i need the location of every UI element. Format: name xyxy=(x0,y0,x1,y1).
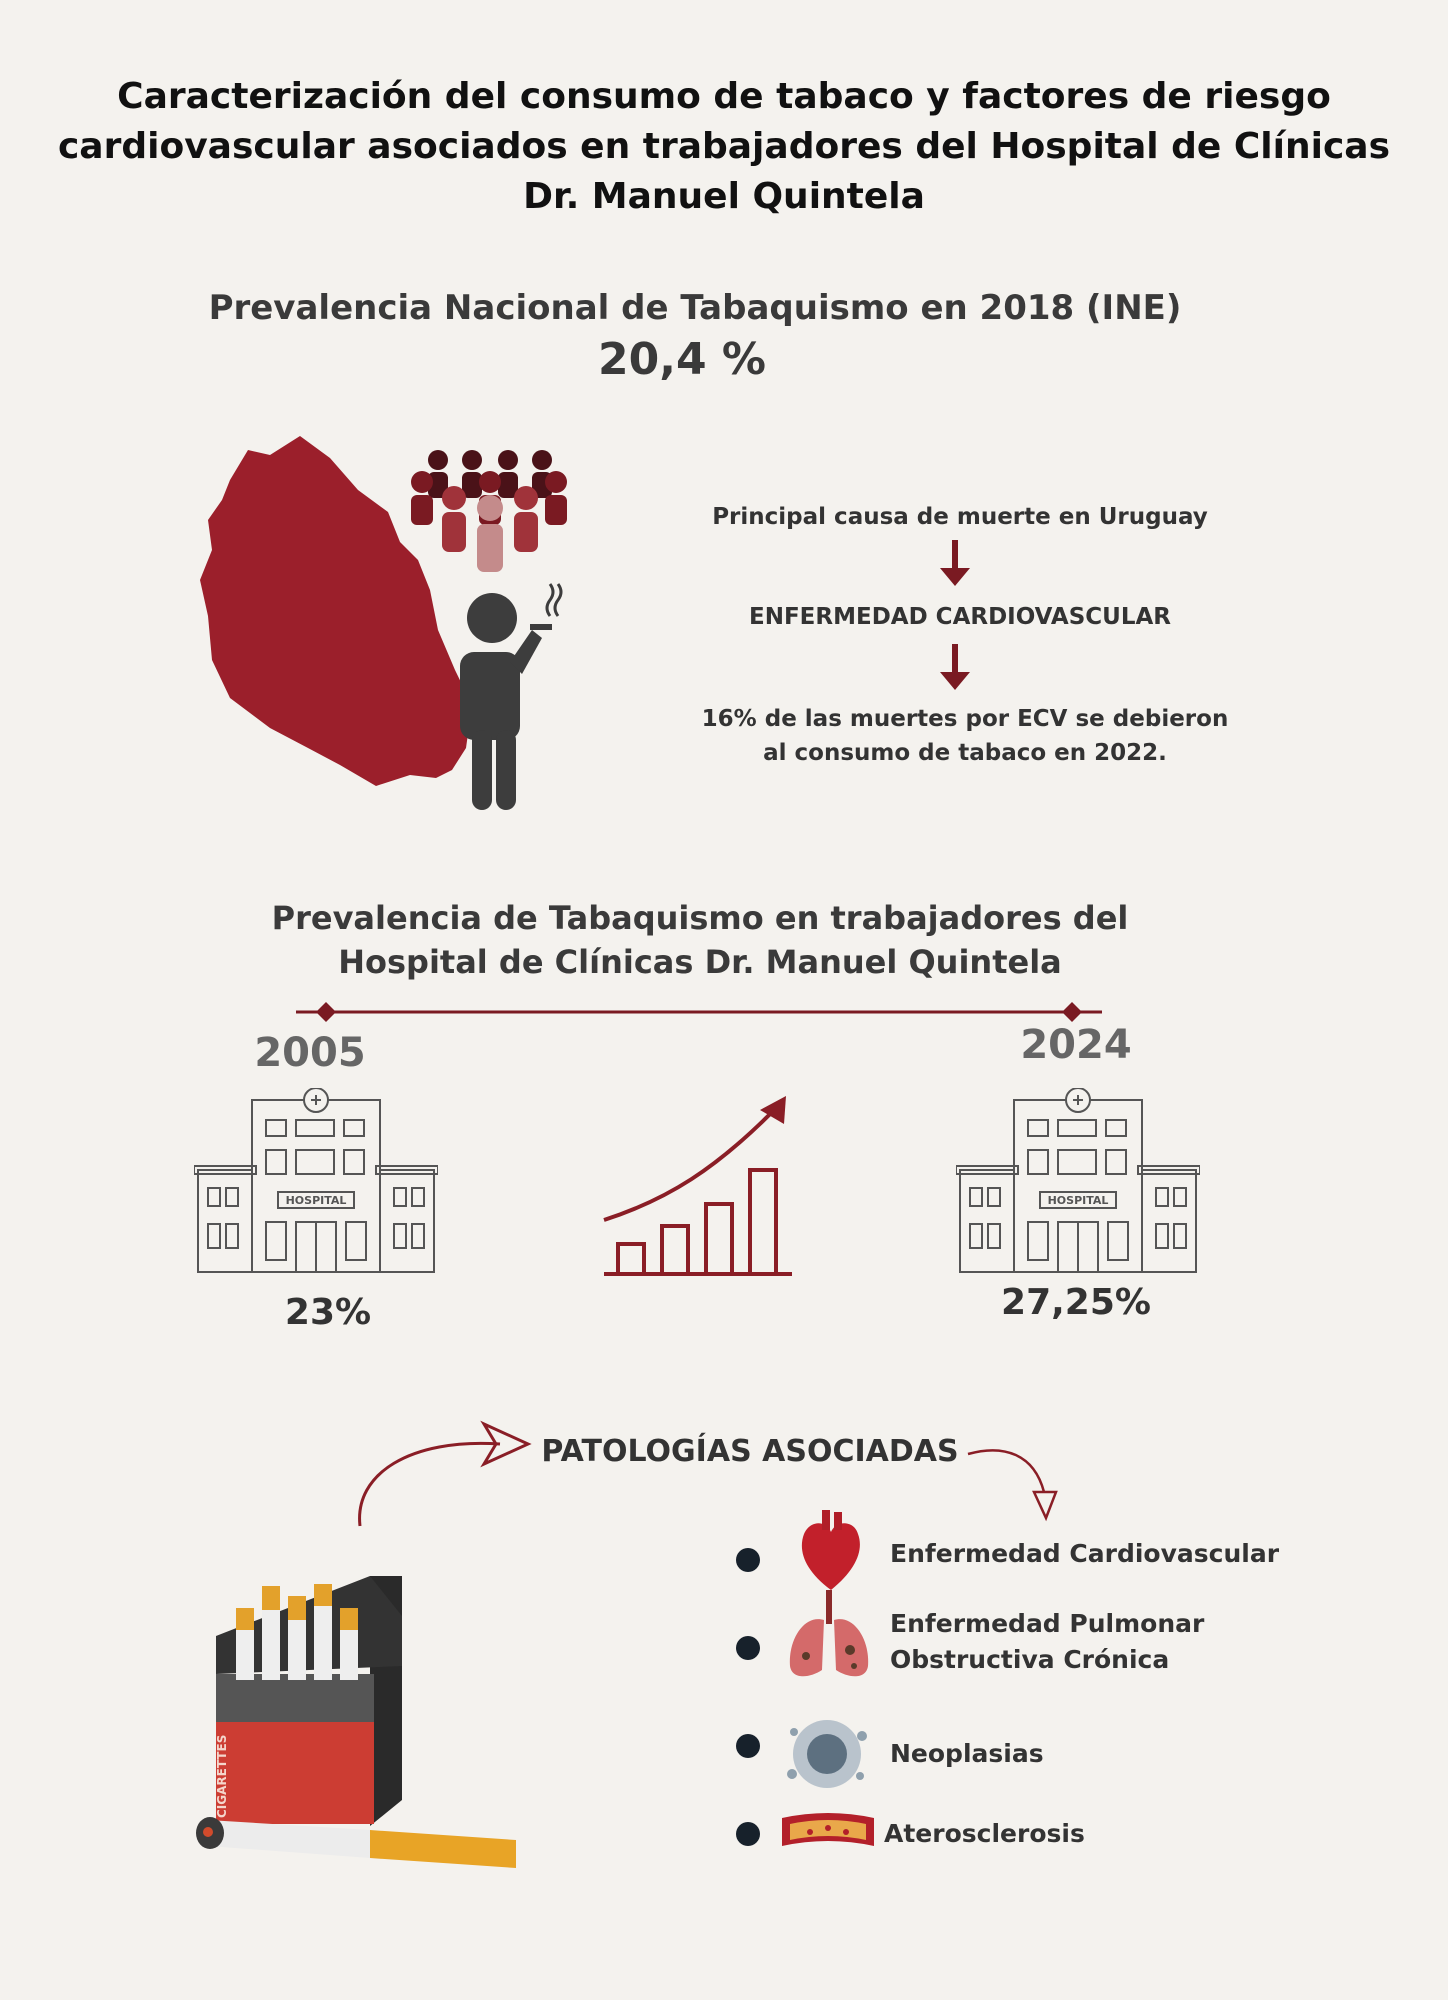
main-title: Caracterización del consumo de tabaco y factores de riesgo cardiovascular asociados en trabajadores del Hospital de Clínicas Dr. Manuel Quintela xyxy=(57,76,1391,217)
crowd-icon xyxy=(411,450,567,572)
end-year: 2024 xyxy=(1020,1022,1132,1068)
bullet-icon xyxy=(736,1636,760,1660)
pathology-item xyxy=(736,1722,1376,1782)
cigarette-icon xyxy=(196,1817,516,1868)
pathology-label: Enfermedad Pulmonar Obstructiva Crónica xyxy=(890,1609,1205,1674)
lungs-icon xyxy=(784,1590,874,1682)
start-value: 23% xyxy=(284,1292,372,1333)
timeline-marker-end xyxy=(1062,1002,1082,1022)
tumor-cell-icon xyxy=(780,1714,874,1794)
curved-arrow-left-icon xyxy=(350,1414,534,1532)
timeline-line xyxy=(290,998,1110,1026)
hospital-prevalence-heading: Prevalencia de Tabaquismo en trabajadores del Hospital de Clínicas Dr. Manuel Quintela xyxy=(271,899,1129,981)
pack-brand-text: CIGARETTES xyxy=(215,1734,229,1818)
hospital-sign-left: HOSPITAL xyxy=(285,1194,347,1207)
pathology-label: Enfermedad Cardiovascular xyxy=(890,1539,1280,1568)
timeline-marker-start xyxy=(316,1002,336,1022)
uruguay-map-illustration xyxy=(190,430,610,810)
cause-line-2: ENFERMEDAD CARDIOVASCULAR xyxy=(749,604,1171,630)
end-value: 27,25% xyxy=(1001,1282,1151,1323)
pathology-item xyxy=(736,1526,1376,1586)
national-prevalence-value: 20,4 % xyxy=(598,334,766,385)
bullet-icon xyxy=(736,1822,760,1846)
national-prevalence-heading: Prevalencia Nacional de Tabaquismo en 2018 (INE) xyxy=(208,288,1182,328)
cigarette-pack-illustration xyxy=(190,1556,530,1876)
pathology-label: Neoplasias xyxy=(890,1739,1044,1768)
cause-line-1: Principal causa de muerte en Uruguay xyxy=(712,504,1208,530)
pathology-item xyxy=(736,1808,1376,1868)
down-arrow-icon xyxy=(940,540,970,588)
cause-line-3: 16% de las muertes por ECV se debieron al consumo de tabaco en 2022. xyxy=(701,706,1229,766)
pathologies-heading: PATOLOGÍAS ASOCIADAS xyxy=(541,1434,959,1469)
heart-icon xyxy=(794,1510,868,1592)
smoker-icon xyxy=(460,584,561,810)
down-arrow-icon xyxy=(940,644,970,692)
hospital-building-icon xyxy=(194,1088,438,1274)
bullet-icon xyxy=(736,1548,760,1572)
pathology-label: Aterosclerosis xyxy=(884,1819,1085,1848)
artery-plaque-icon xyxy=(780,1812,876,1852)
start-year: 2005 xyxy=(254,1030,366,1076)
growth-chart-icon xyxy=(596,1090,796,1280)
pathology-item xyxy=(736,1600,1376,1684)
curved-arrow-right-icon xyxy=(964,1444,1064,1524)
hospital-sign-right: HOSPITAL xyxy=(1047,1194,1109,1207)
hospital-building-icon xyxy=(956,1088,1200,1274)
bullet-icon xyxy=(736,1734,760,1758)
